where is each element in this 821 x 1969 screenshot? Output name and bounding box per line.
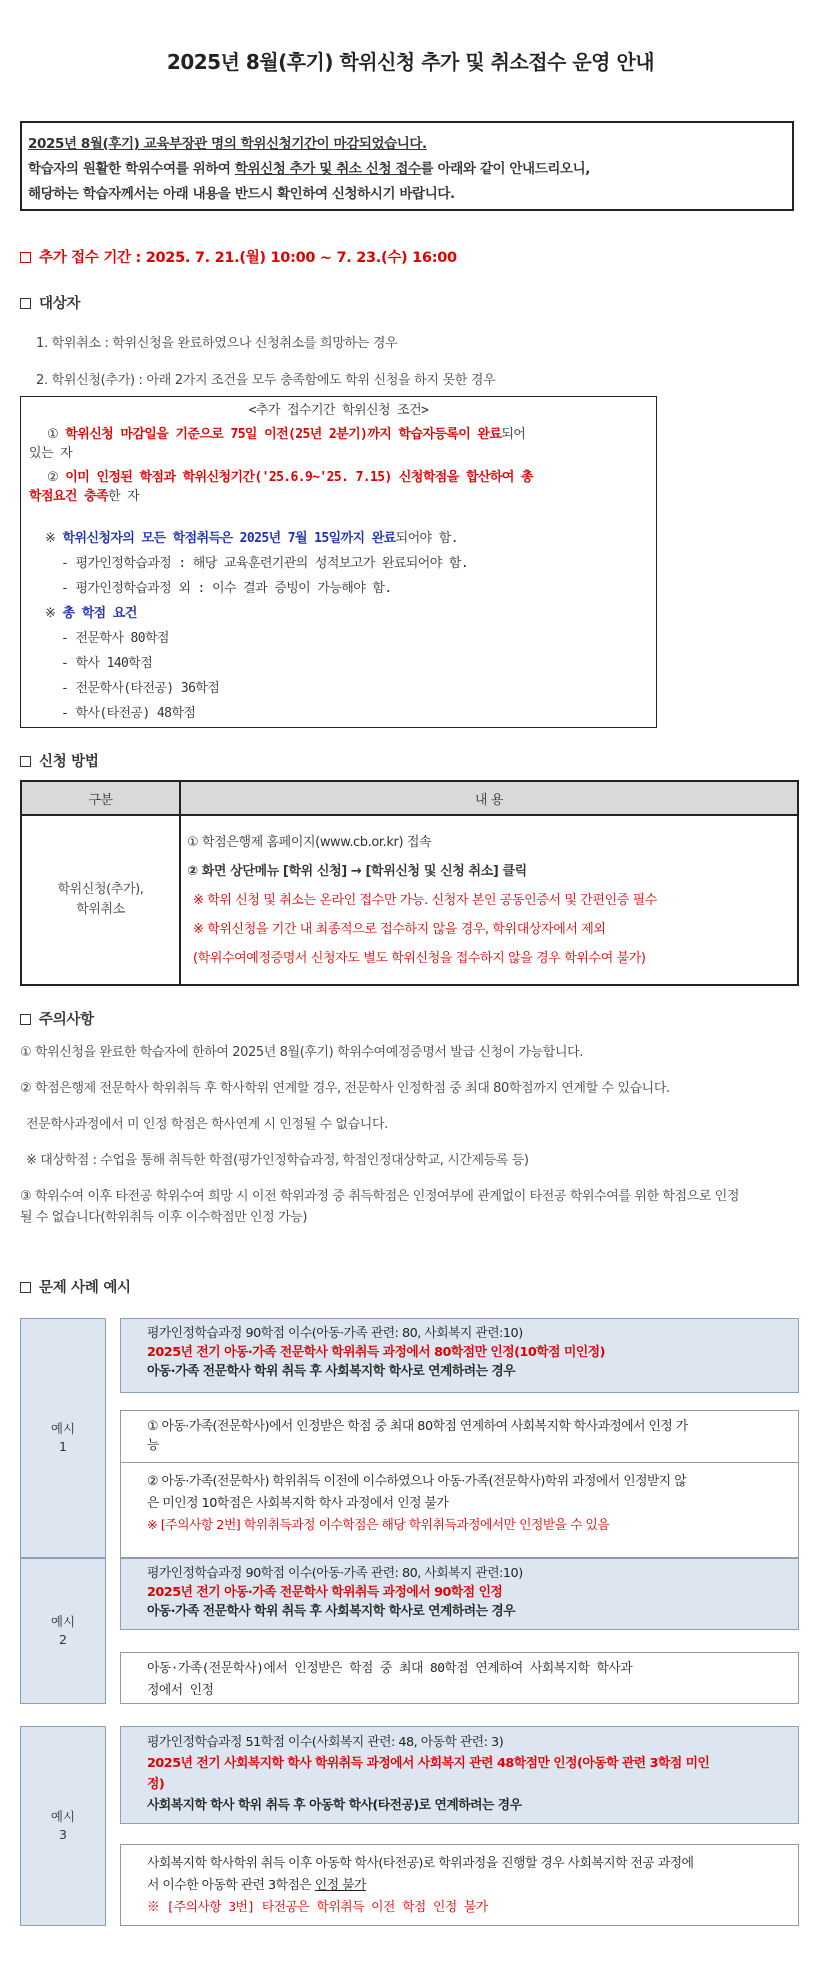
condition-2-cont: 학점요건 충족한 자	[29, 489, 140, 504]
credit-req-2: - 학사 140학점	[61, 656, 153, 671]
square-bullet-icon	[20, 298, 31, 309]
table-row	[21, 815, 798, 985]
square-bullet-icon	[20, 252, 31, 263]
target-item-1: 1. 학위취소 : 학위신청을 완료하였으나 신청취소를 희망하는 경우	[36, 336, 398, 351]
method-heading: 신청 방법	[20, 750, 99, 771]
example-1-answer-2: ② 아동·가족(전문학사) 학위취득 이전에 이수하였으나 아동·가족(전문학사)학위 과정에서 인정받지 않 은 미인정 10학점은 사회복지학 학사 과정에서 인정 불가 ※ [주의사항 2번] 학위취득과정 이수학점은 해당 학위취득과정에서만 인정받을 수 있음	[120, 1462, 799, 1558]
target-heading: 대상자	[20, 292, 80, 313]
condition-2: ② 이미 인정된 학점과 학위신청기간('25.6.9~'25. 7.15) 신청학점을 합산하여 총	[47, 470, 533, 485]
target-item-2: 2. 학위신청(추가) : 아래 2가지 조건을 모두 충족함에도 학위 신청을 하지 못한 경우	[36, 373, 496, 388]
page-title: 2025년 8월(후기) 학위신청 추가 및 취소접수 운영 안내	[166, 50, 655, 74]
method-table	[20, 780, 799, 986]
caution-2-note: ※ 대상학점 : 수업을 통해 취득한 학점(평가인정학습과정, 학점인정대상학교, 시간제등록 등)	[26, 1153, 529, 1168]
completion-sub-2: - 평가인정학습과정 외 : 이수 결과 증빙이 가능해야 함.	[61, 581, 392, 596]
example-3-case: 평가인정학습과정 51학점 이수(사회복지 관련: 48, 아동학 관련: 3) 2025년 전기 사회복지학 학사 학위취득 과정에서 사회복지 관련 48학점만 인정(아동학 관련 3학점 미인 정) 사회복지학 학사 학위 취득 후 아동학 학사(타전공)로 연계하려는 경우	[120, 1726, 799, 1824]
completion-sub-1: - 평가인정학습과정 : 해당 교육훈련기관의 성적보고가 완료되어야 함.	[61, 556, 469, 571]
square-bullet-icon	[20, 1282, 31, 1293]
warning-2: ※ 학위신청을 기간 내 최종적으로 접수하지 않을 경우, 학위대상자에서 제외	[193, 921, 606, 937]
caution-2: ② 학점은행제 전문학사 학위취득 후 학사학위 연계할 경우, 전문학사 인정학점 중 최대 80학점까지 연계할 수 있습니다.	[20, 1081, 670, 1096]
credit-req-1: - 전문학사 80학점	[61, 631, 169, 646]
notice-line-2: 학습자의 원활한 학위수여를 위하여 학위신청 추가 및 취소 신청 접수를 아래와 같이 안내드리오니,	[28, 161, 590, 177]
notice-box	[20, 121, 794, 211]
caution-2-detail: 전문학사과정에서 미 인정 학점은 학사연계 시 인정될 수 없습니다.	[26, 1117, 388, 1132]
conditions-box	[20, 396, 657, 728]
condition-1: ① 학위신청 마감일을 기준으로 75일 이전(25년 2분기)까지 학습자등록이 완료되어	[47, 427, 526, 442]
step-2: ② 화면 상단메뉴 [학위 신청] → [학위신청 및 신청 취소] 클릭	[187, 863, 527, 879]
credit-req-4: - 학사(타전공) 48학점	[61, 706, 196, 721]
caution-1: ① 학위신청을 완료한 학습자에 한하여 2025년 8월(후기) 학위수여예정증명서 발급 신청이 가능합니다.	[20, 1045, 584, 1060]
cautions-heading: 주의사항	[20, 1008, 94, 1029]
example-3-answer: 사회복지학 학사학위 취득 이후 아동학 학사(타전공)로 학위과정을 진행할 경우 사회복지학 전공 과정에 서 이수한 아동학 관련 3학점은 인정 불가 ※ [주의사항 3번] 타전공은 학위취득 이전 학점 인정 불가	[120, 1844, 799, 1926]
square-bullet-icon	[20, 756, 31, 767]
period-heading: 추가 접수 기간 : 2025. 7. 21.(월) 10:00 ~ 7. 23.(수) 16:00	[20, 246, 457, 267]
example-1-answer-1: ① 아동·가족(전문학사)에서 인정받은 학점 중 최대 80학점 연계하여 사회복지학 학사과정에서 인정 가 능	[120, 1410, 799, 1463]
credit-requirement-heading: ※ 총 학점 요건	[45, 606, 137, 621]
table-header-row	[21, 781, 798, 815]
completion-note: ※ 학위신청자의 모든 학점취득은 2025년 7월 15일까지 완료되어야 함.	[45, 531, 458, 546]
table-cell-category: 학위신청(추가), 학위취소	[21, 815, 180, 985]
table-header-category: 구분	[21, 781, 180, 815]
example-1-label: 예시 1	[20, 1318, 106, 1558]
examples-heading: 문제 사례 예시	[20, 1276, 131, 1297]
square-bullet-icon	[20, 1014, 31, 1025]
example-2-answer: 아동·가족(전문학사)에서 인정받은 학점 중 최대 80학점 연계하여 사회복지학 학사과 정에서 인정	[120, 1652, 799, 1704]
caution-3: ③ 학위수여 이후 타전공 학위수여 희망 시 이전 학위과정 중 취득학점은 인정여부에 관계없이 타전공 학위수여를 위한 학점으로 인정 될 수 없습니다(학위취득 이후 이수학점만 인정 가능)	[20, 1189, 740, 1225]
credit-req-3: - 전문학사(타전공) 36학점	[61, 681, 220, 696]
notice-line-3: 해당하는 학습자께서는 아래 내용을 반드시 확인하여 신청하시기 바랍니다.	[28, 186, 455, 202]
example-2-case: 평가인정학습과정 90학점 이수(아동·가족 관련: 80, 사회복지 관련:10) 2025년 전기 아동·가족 전문학사 학위취득 과정에서 90학점 인정 아동·가족 전문학사 학위 취득 후 사회복지학 학사로 연계하려는 경우	[120, 1558, 799, 1630]
condition-1-cont: 있는 자	[29, 446, 73, 461]
example-3-label: 예시 3	[20, 1726, 106, 1926]
example-1-case: 평가인정학습과정 90학점 이수(아동·가족 관련: 80, 사회복지 관련:10) 2025년 전기 아동·가족 전문학사 학위취득 과정에서 80학점만 인정(10학점 미인정) 아동·가족 전문학사 학위 취득 후 사회복지학 학사로 연계하려는 경우	[120, 1318, 799, 1393]
table-cell-content	[180, 815, 798, 985]
conditions-title: <추가 접수기간 학위신청 조건>	[248, 403, 429, 418]
warning-1: ※ 학위 신청 및 취소는 온라인 접수만 가능. 신청자 본인 공동인증서 및 간편인증 필수	[193, 892, 657, 908]
warning-3: (학위수여예정증명서 신청자도 별도 학위신청을 접수하지 않을 경우 학위수여 불가)	[193, 950, 646, 966]
example-2-label: 예시 2	[20, 1558, 106, 1704]
notice-line-1: 2025년 8월(후기) 교육부장관 명의 학위신청기간이 마감되었습니다.	[28, 136, 427, 152]
table-header-content: 내 용	[180, 781, 798, 815]
step-1: ① 학점은행제 홈페이지(www.cb.or.kr) 접속	[187, 834, 432, 850]
